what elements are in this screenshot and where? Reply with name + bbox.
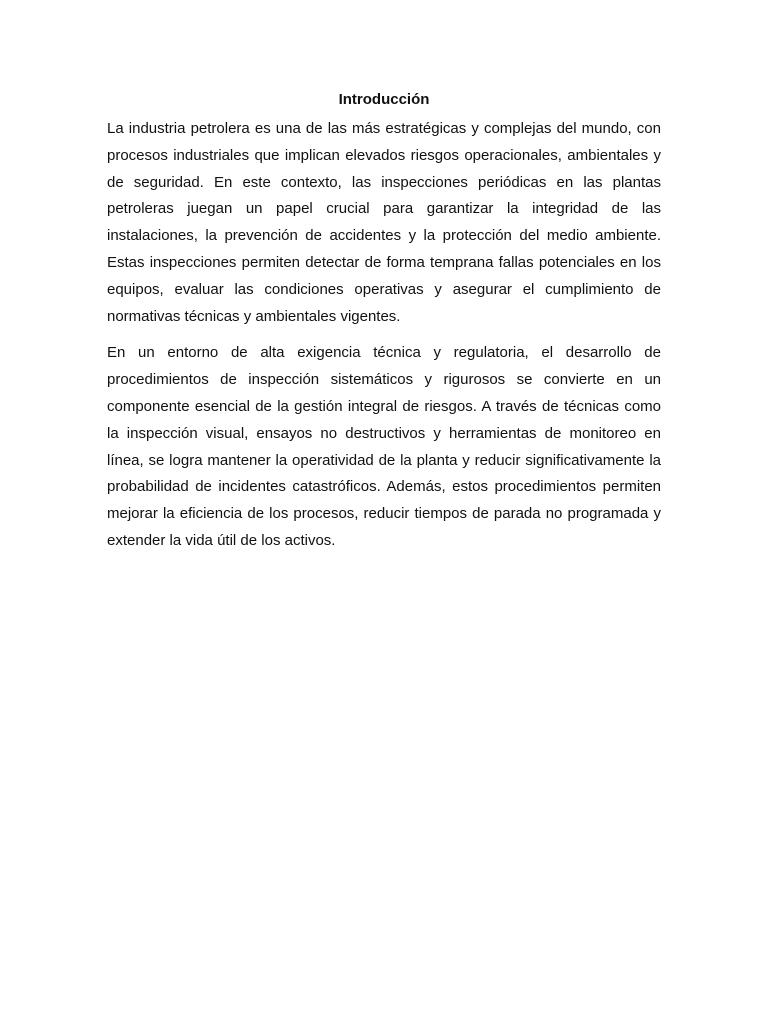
paragraph-2: En un entorno de alta exigencia técnica y regulatoria, el desarrollo de procedimientos de inspección sistemáticos y rigurosos se convierte en un componente esencial de la gestión integral de riesgos. A través de técnicas como la inspección visual, ensayos no destructivos y herramientas de monitoreo en línea, se logra mantener la operatividad de la planta y reducir significativamente la probabilidad de incidentes catastróficos. Además, estos procedimientos permiten mejorar la eficiencia de los procesos, reducir tiempos de parada no programada y extender la vida útil de los activos. — [107, 344, 661, 549]
paragraph-1: La industria petrolera es una de las más estratégicas y complejas del mundo, con procesos industriales que implican elevados riesgos operacionales, ambientales y de seguridad. En este contexto, las inspecciones periódicas en las plantas petroleras juegan un papel crucial para garantizar la integridad de las instalaciones, la prevención de accidentes y la protección del medio ambiente. Estas inspecciones permiten detectar de forma temprana fallas potenciales en los equipos, evaluar las condiciones operativas y asegurar el cumplimiento de normativas técnicas y ambientales vigentes. — [107, 120, 661, 325]
document-body — [107, 89, 661, 565]
section-title: Introducción — [338, 91, 430, 108]
